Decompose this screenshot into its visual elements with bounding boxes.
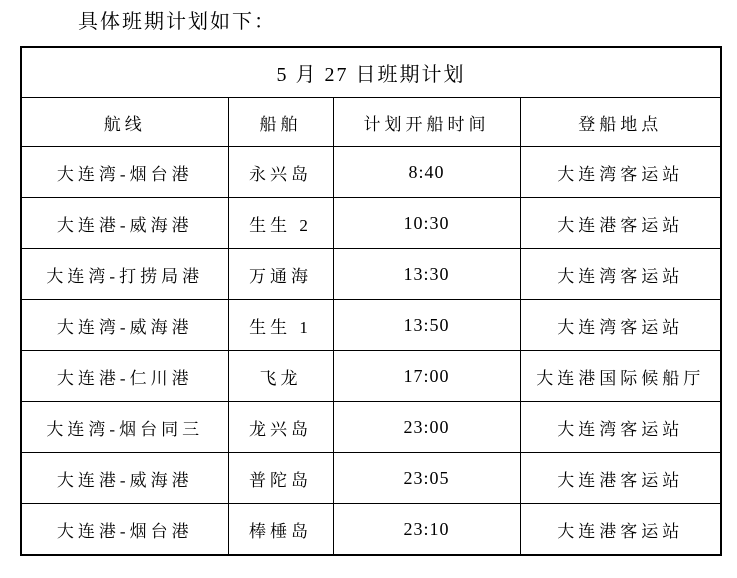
ship-cell: 万通海 [228,249,333,300]
route-cell: 大连港-烟台港 [21,504,228,556]
table-header-row [21,98,721,147]
boarding-cell: 大连湾客运站 [520,249,721,300]
route-cell: 大连湾-烟台港 [21,147,228,198]
column-header-ship: 船舶 [228,98,333,147]
table-row [21,504,721,556]
time-cell: 23:00 [333,402,520,453]
route-cell: 大连港-威海港 [21,198,228,249]
time-cell: 23:05 [333,453,520,504]
route-cell: 大连湾-打捞局港 [21,249,228,300]
table-row [21,300,721,351]
column-header-boarding: 登船地点 [520,98,721,147]
time-cell: 13:30 [333,249,520,300]
route-cell: 大连港-威海港 [21,453,228,504]
time-cell: 13:50 [333,300,520,351]
table-row [21,453,721,504]
ship-cell: 龙兴岛 [228,402,333,453]
time-cell: 17:00 [333,351,520,402]
ship-cell: 生生 1 [228,300,333,351]
ship-cell: 棒棰岛 [228,504,333,556]
boarding-cell: 大连湾客运站 [520,300,721,351]
time-cell: 23:10 [333,504,520,556]
table-title: 5 月 27 日班期计划 [21,47,721,98]
table-title-row [21,47,721,98]
route-cell: 大连港-仁川港 [21,351,228,402]
table-row [21,198,721,249]
time-cell: 10:30 [333,198,520,249]
schedule-table [20,46,722,556]
ship-cell: 飞龙 [228,351,333,402]
time-cell: 8:40 [333,147,520,198]
table-row [21,249,721,300]
ship-cell: 永兴岛 [228,147,333,198]
boarding-cell: 大连港客运站 [520,504,721,556]
ship-cell: 普陀岛 [228,453,333,504]
table-row [21,147,721,198]
route-cell: 大连湾-威海港 [21,300,228,351]
boarding-cell: 大连湾客运站 [520,402,721,453]
column-header-time: 计划开船时间 [333,98,520,147]
ship-cell: 生生 2 [228,198,333,249]
table-row [21,351,721,402]
column-header-route: 航线 [21,98,228,147]
intro-text: 具体班期计划如下： [78,11,276,33]
route-cell: 大连湾-烟台同三 [21,402,228,453]
table-row [21,402,721,453]
boarding-cell: 大连湾客运站 [520,147,721,198]
boarding-cell: 大连港客运站 [520,198,721,249]
boarding-cell: 大连港客运站 [520,453,721,504]
boarding-cell: 大连港国际候船厅 [520,351,721,402]
